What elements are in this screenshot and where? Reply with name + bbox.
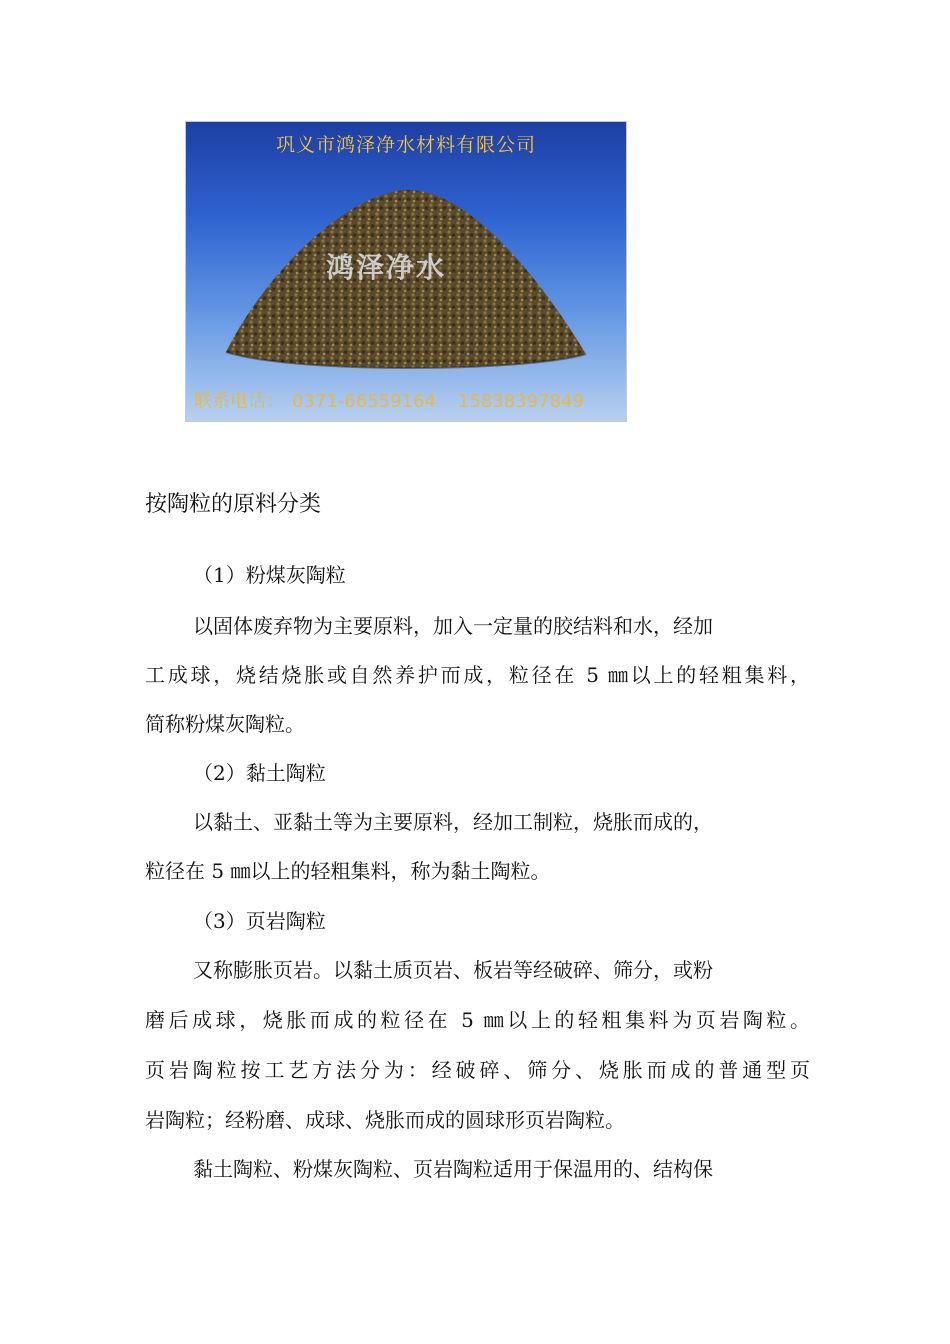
- body-line: 以固体废弃物为主要原料，加入一定量的胶结料和水，经加: [193, 614, 713, 638]
- phone-number-1: 0371-66559164: [292, 391, 436, 412]
- body-line: 以黏土、亚黏土等为主要原料，经加工制粒，烧胀而成的，: [193, 810, 713, 834]
- body-line: 磨后成球，烧胀而成的粒径在 5 ㎜以上的轻粗集料为页岩陶粒。: [145, 1008, 810, 1032]
- phone-number-2: 15838397849: [457, 391, 584, 412]
- body-line: 黏土陶粒、粉煤灰陶粒、页岩陶粒适用于保温用的、结构保: [193, 1157, 713, 1181]
- photo-watermark: 鸿泽净水: [326, 251, 447, 284]
- photo-company-name: 巩义市鸿泽净水材料有限公司: [275, 134, 536, 156]
- body-line: 简称粉煤灰陶粒。: [145, 712, 305, 736]
- body-line: 工成球，烧结烧胀或自然养护而成，粒径在 5 ㎜以上的轻粗集料，: [145, 663, 810, 687]
- subheading-shale: （3）页岩陶粒: [193, 909, 326, 933]
- body-line: 粒径在 5 ㎜以上的轻粗集料，称为黏土陶粒。: [145, 859, 551, 883]
- product-photo: [185, 121, 627, 422]
- body-line: 页岩陶粒按工艺方法分为：经破碎、筛分、烧胀而成的普通型页: [145, 1058, 810, 1082]
- subheading-clay: （2）黏土陶粒: [193, 761, 326, 785]
- body-line: 又称膨胀页岩。以黏土质页岩、板岩等经破碎、筛分，或粉: [193, 958, 713, 982]
- body-line: 岩陶粒；经粉磨、成球、烧胀而成的圆球形页岩陶粒。: [145, 1108, 625, 1132]
- subheading-fly-ash: （1）粉煤灰陶粒: [193, 563, 346, 587]
- section-heading: 按陶粒的原料分类: [145, 492, 322, 517]
- contact-label: 联系电话：: [194, 391, 284, 412]
- photo-contact: [194, 387, 584, 413]
